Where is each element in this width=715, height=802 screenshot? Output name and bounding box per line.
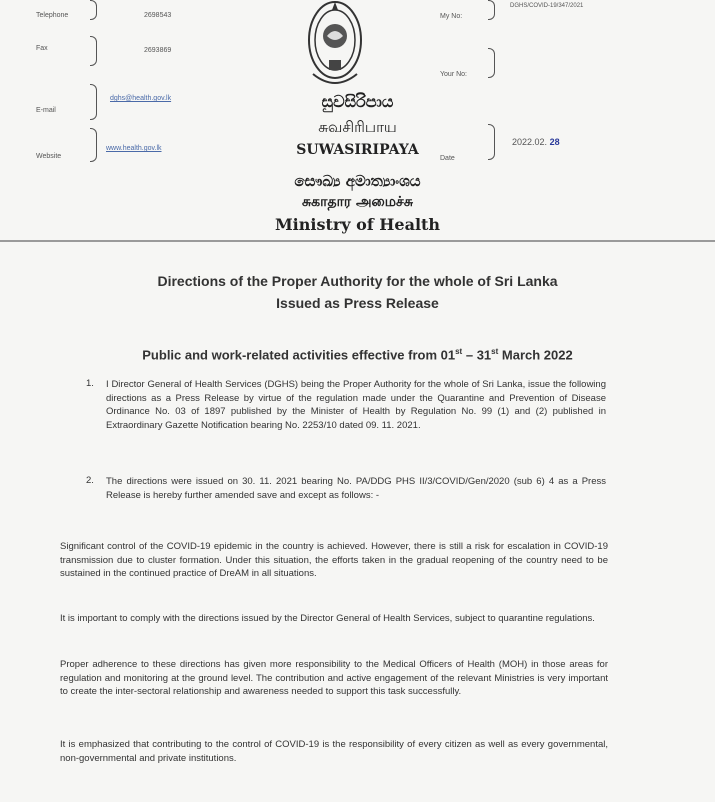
my-no-value: DGHS/COVID-19/347/2021 [510,3,584,9]
fax-row [36,32,236,62]
my-no-label: My No: [440,13,463,20]
body-paragraph: It is important to comply with the directions issued by the Director General of Health Services, subject to quarantine regulations. [60,613,595,624]
subtitle-suffix: March 2022 [498,347,573,363]
date-main: 2022.02. [512,137,548,147]
sinhala-name: සුවසිරිපාය [321,92,394,111]
header-divider [0,240,715,242]
telephone-label: Telephone [36,12,69,19]
your-no-label: Your No: [440,71,467,78]
subtitle-mid: – 31 [462,347,492,363]
website-value: www.health.gov.lk [106,145,162,152]
brace [90,0,97,20]
sinhala-ministry: සෞඛ්‍ය අමාත්‍යාංශය [294,172,421,190]
date-label: Date [440,155,455,162]
brace [488,0,495,20]
subtitle-prefix: Public and work-related activities effective from 01 [142,347,456,363]
item-number: 1. [86,378,94,389]
my-no-row [440,2,640,22]
telephone-row [36,2,236,22]
email-value: dghs@health.gov.lk [110,95,172,102]
letterhead [0,0,715,240]
fax-value: 2693869 [144,47,172,54]
your-no-row [440,48,640,78]
document-title [0,270,715,314]
tamil-ministry: சுகாதார அமைச்சு [302,194,413,210]
brace [90,36,97,66]
name-english: SUWASIRIPAYA [296,142,419,158]
item-number: 2. [86,475,94,486]
title-line-2: Issued as Press Release [276,295,439,311]
item-text: The directions were issued on 30. 11. 2021 bearing No. PA/DDG PHS II/3/COVID/Gen/2020 (sub 6) 4 as a Press Release is hereby further amended save and except as follows: - [106,476,606,501]
tamil-name: சுவசிரிபாய [318,118,397,136]
subtitle-sup1: st [455,347,463,356]
national-emblem-icon [305,0,365,88]
body-paragraph: Significant control of the COVID-19 epidemic in the country is achieved. However, there is still a risk for escalation in COVID-19 transmission due to cluster formation. Under this situation, the efforts taken in the gradual reopening of the country need to be sustained in the continued practice of DreAM in all situations. [60,541,608,579]
title-line-1: Directions of the Proper Authority for the whole of Sri Lanka [157,273,558,289]
subtitle-sup2: st [491,347,499,356]
website-label: Website [36,153,62,160]
ministry-of-health: Ministry of Health [274,215,441,234]
date-day: 28 [549,137,560,147]
email-label: E-mail [36,107,56,114]
document-subtitle [0,347,715,362]
fax-label: Fax [36,45,48,52]
telephone-value: 2698543 [144,12,172,19]
body-paragraph: Proper adherence to these directions has given more responsibility to the Medical Officers of Health (MOH) in those areas for regulation and monitoring at the ground level. The contribution and active engagement of the relevant Ministries is very important to create the inter-sectoral relationship and awareness needed to support this task successfully. [60,659,608,697]
item-text: I Director General of Health Services (DGHS) being the Proper Authority for the whole of Sri Lanka, issue the following directions as a Press Release by virtue of the regulation made under the Quarantine and Prevention of Disease Ordinance No. 03 of 1897 published by the Minister of Health by Regulation No. 99 (1) and (2) published in Extraordinary Gazette Notification bearing No. 2253/10 dated 09. 11. 2021. [106,379,606,431]
body-paragraph: It is emphasized that contributing to the control of COVID-19 is the responsibility of every citizen as well as every governmental, non-governmental and private institutions. [60,739,608,764]
brace [488,48,495,78]
